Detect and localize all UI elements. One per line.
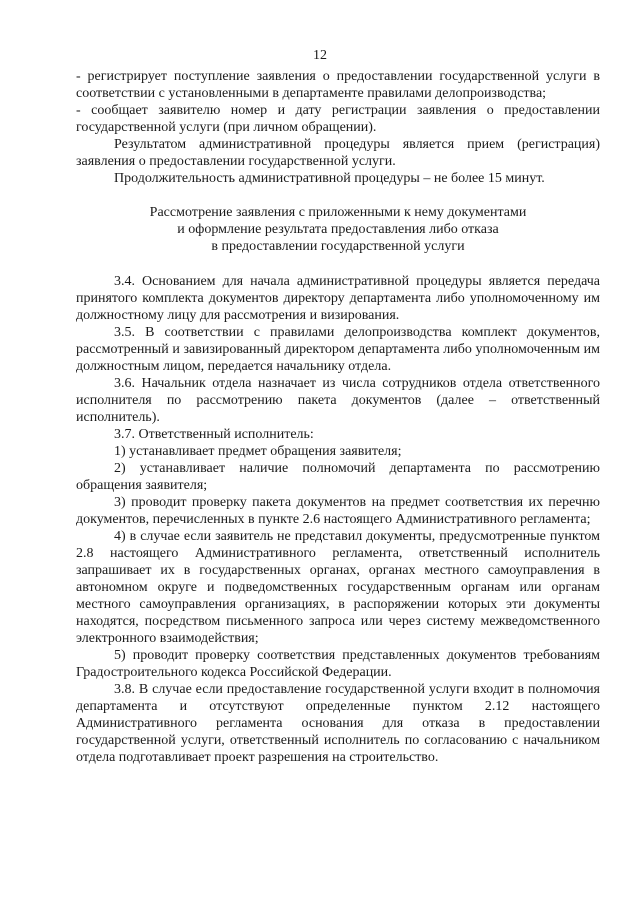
document-body	[76, 68, 600, 766]
list-item-2: 2) устанавливает наличие полномочий департамента по рассмотрению обращения заявителя;	[76, 461, 600, 493]
paragraph-notify: - сообщает заявителю номер и дату регистрации заявления о предоставлении государственной услуги (при личном обращении).	[76, 103, 600, 135]
list-item-5: 5) проводит проверку соответствия представленных документов требованиям Градостроительного кодекса Российской Федерации.	[76, 648, 600, 680]
list-item-3: 3) проводит проверку пакета документов на предмет соответствия их перечню документов, перечисленных в пункте 2.6 настоящего Административного регламента;	[76, 495, 600, 527]
paragraph-3-4: 3.4. Основанием для начала административной процедуры является передача принятого комплекта документов директору департамента либо уполномоченному им должностному лицу для рассмотрения и визирования.	[76, 274, 600, 323]
heading-line: в предоставлении государственной услуги	[211, 239, 465, 254]
paragraph-3-8: 3.8. В случае если предоставление государственной услуги входит в полномочия департамента и отсутствуют определенные пунктом 2.12 настоящего Административного регламента основания для отказа в предоставлении государственной услуги, ответственный исполнитель по согласованию с начальником отдела подготавливает проект разрешения на строительство.	[76, 682, 600, 765]
paragraph-duration: Продолжительность административной процедуры – не более 15 минут.	[114, 171, 545, 186]
paragraph-result: Результатом административной процедуры является прием (регистрация) заявления о предоставлении государственной услуги.	[76, 137, 600, 169]
list-item-4: 4) в случае если заявитель не представил документы, предусмотренные пунктом 2.8 настоящего Административного регламента, ответственный исполнитель запрашивает их в государственных органах, органах местного самоуправления в автономном округе и подведомственных государственным органам или органам местного самоуправления организациях, в распоряжении которых эти документы находятся, посредством письменного запроса или через систему межведомственного электронного взаимодействия;	[76, 529, 600, 646]
paragraph-3-5: 3.5. В соответствии с правилами делопроизводства комплект документов, рассмотренный и завизированный директором департамента либо уполномоченным им должностным лицом, передается начальнику отдела.	[76, 325, 600, 374]
section-heading	[76, 204, 600, 255]
page-number: 12	[313, 48, 327, 63]
heading-line: Рассмотрение заявления с приложенными к нему документами	[149, 205, 527, 220]
paragraph-register: - регистрирует поступление заявления о предоставлении государственной услуги в соответствии с установленными в департаменте правилами делопроизводства;	[76, 69, 600, 101]
heading-line: и оформление результата предоставления либо отказа	[177, 222, 499, 237]
paragraph-3-6: 3.6. Начальник отдела назначает из числа сотрудников отдела ответственного исполнителя по рассмотрению пакета документов (далее – ответственный исполнитель).	[76, 376, 600, 425]
list-item-1: 1) устанавливает предмет обращения заявителя;	[114, 444, 402, 459]
paragraph-3-7: 3.7. Ответственный исполнитель:	[114, 427, 314, 442]
